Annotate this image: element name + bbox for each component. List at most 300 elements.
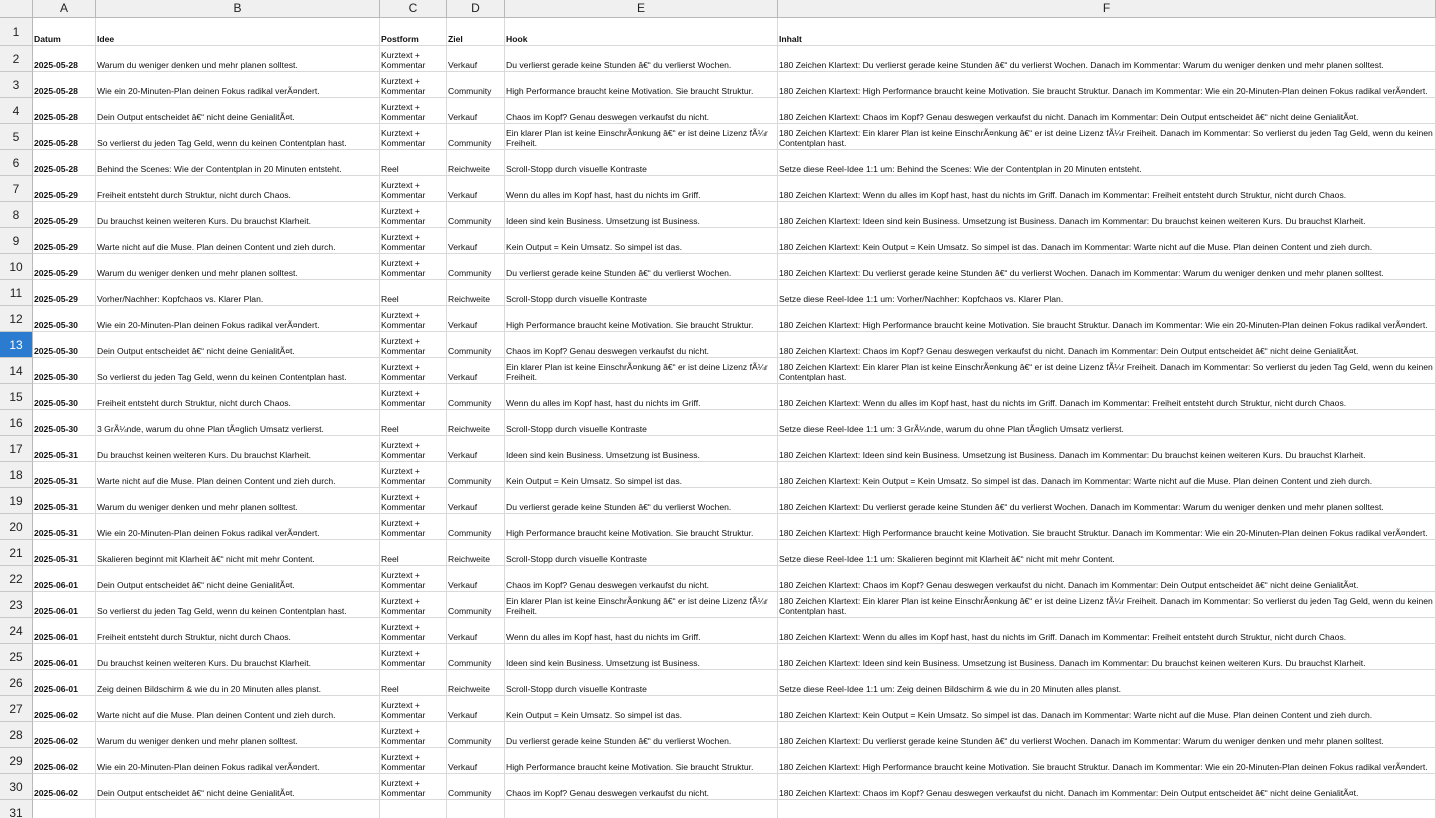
column-header-f[interactable]: F — [778, 0, 1436, 18]
cell-datum[interactable] — [33, 150, 96, 176]
cell-inhalt[interactable] — [778, 566, 1436, 592]
cell-ziel[interactable] — [447, 670, 505, 696]
cell-hook[interactable] — [505, 748, 778, 774]
cell-value-postform: Kurztext + Kommentar — [381, 232, 426, 252]
cell-datum[interactable] — [33, 46, 96, 72]
cell-datum[interactable] — [33, 800, 96, 818]
cell-value-ziel: Verkauf — [448, 502, 478, 512]
cell-inhalt[interactable] — [778, 202, 1436, 228]
cell-inhalt[interactable] — [778, 306, 1436, 332]
cell-hook[interactable] — [505, 176, 778, 202]
cell-idee[interactable] — [96, 384, 380, 410]
cell-value-ziel: Reichweite — [448, 164, 491, 174]
header-label-hook: Hook — [506, 34, 528, 44]
cell-hook[interactable] — [505, 722, 778, 748]
cell-ziel[interactable] — [447, 566, 505, 592]
cell-hook[interactable] — [505, 254, 778, 280]
row-header-23[interactable]: 23 — [0, 592, 33, 618]
cell-inhalt[interactable] — [778, 228, 1436, 254]
cell-value-datum: 2025-06-02 — [34, 762, 78, 772]
cell-value-inhalt: 180 Zeichen Klartext: Ein klarer Plan ist keine EinschrÃ¤nkung â€“ er ist deine Lizenz fÃ¼r Freiheit. Danach im Kommentar: So verlierst du jeden Tag Geld, wenn du keinen Contentplan hast. — [779, 128, 1436, 148]
cell-datum[interactable] — [33, 722, 96, 748]
cell-datum[interactable] — [33, 124, 96, 150]
cell-datum[interactable] — [33, 462, 96, 488]
cell-postform[interactable] — [380, 124, 447, 150]
cell-ziel[interactable] — [447, 748, 505, 774]
cell-datum[interactable] — [33, 176, 96, 202]
row-header-19[interactable]: 19 — [0, 488, 33, 514]
cell-idee[interactable] — [96, 202, 380, 228]
cell-inhalt[interactable] — [778, 332, 1436, 358]
cell-datum[interactable] — [33, 540, 96, 566]
cell-hook[interactable] — [505, 514, 778, 540]
cell-idee[interactable] — [96, 280, 380, 306]
cell-idee[interactable] — [96, 228, 380, 254]
column-header-c[interactable]: C — [380, 0, 447, 18]
cell-value-datum: 2025-05-31 — [34, 528, 78, 538]
cell-postform[interactable] — [380, 592, 447, 618]
cell-value-inhalt: 180 Zeichen Klartext: Du verlierst gerade keine Stunden â€“ du verlierst Wochen. Danach im Kommentar: Warum du weniger denken und mehr planen solltest. — [779, 60, 1384, 70]
cell-value-idee: Freiheit entsteht durch Struktur, nicht durch Chaos. — [97, 398, 291, 408]
cell-inhalt[interactable] — [778, 384, 1436, 410]
cell-value-idee: Zeig deinen Bildschirm & wie du in 20 Minuten alles planst. — [97, 684, 322, 694]
cell-value-postform: Reel — [381, 684, 399, 694]
cell-value-hook: Ein klarer Plan ist keine EinschrÃ¤nkung â€“ er ist deine Lizenz fÃ¼r Freiheit. — [506, 596, 771, 616]
cell-idee[interactable] — [96, 254, 380, 280]
cell-value-datum: 2025-06-02 — [34, 788, 78, 798]
cell-value-hook: Wenn du alles im Kopf hast, hast du nichts im Griff. — [506, 398, 701, 408]
header-cell-datum[interactable] — [33, 18, 96, 46]
row-header-13[interactable]: 13 — [0, 332, 33, 358]
cell-value-datum: 2025-06-01 — [34, 580, 78, 590]
cell-value-postform: Kurztext + Kommentar — [381, 726, 426, 746]
cell-hook[interactable] — [505, 540, 778, 566]
cell-hook[interactable] — [505, 592, 778, 618]
cell-idee[interactable] — [96, 410, 380, 436]
cell-ziel[interactable] — [447, 618, 505, 644]
cell-hook[interactable] — [505, 332, 778, 358]
row-header-28[interactable]: 28 — [0, 722, 33, 748]
cell-value-datum: 2025-05-29 — [34, 216, 78, 226]
cell-hook[interactable] — [505, 566, 778, 592]
cell-value-postform: Kurztext + Kommentar — [381, 102, 426, 122]
cell-datum[interactable] — [33, 228, 96, 254]
cell-ziel[interactable] — [447, 644, 505, 670]
cell-hook[interactable] — [505, 384, 778, 410]
cell-postform[interactable] — [380, 800, 447, 818]
cell-postform[interactable] — [380, 618, 447, 644]
row-header-21[interactable]: 21 — [0, 540, 33, 566]
cell-ziel[interactable] — [447, 176, 505, 202]
cell-value-idee: Vorher/Nachher: Kopfchaos vs. Klarer Plan. — [97, 294, 264, 304]
cell-value-postform: Reel — [381, 424, 399, 434]
row-header-12[interactable]: 12 — [0, 306, 33, 332]
cell-value-idee: Warte nicht auf die Muse. Plan deinen Content und zieh durch. — [97, 476, 336, 486]
cell-inhalt[interactable] — [778, 748, 1436, 774]
cell-value-ziel: Verkauf — [448, 242, 478, 252]
cell-value-idee: Warum du weniger denken und mehr planen solltest. — [97, 268, 298, 278]
header-cell-hook[interactable] — [505, 18, 778, 46]
cell-datum[interactable] — [33, 774, 96, 800]
cell-value-inhalt: Setze diese Reel-Idee 1:1 um: Behind the Scenes: Wie der Contentplan in 20 Minuten entsteht. — [779, 164, 1142, 174]
row-header-7[interactable]: 7 — [0, 176, 33, 202]
cell-value-postform: Kurztext + Kommentar — [381, 440, 426, 460]
row-header-1[interactable]: 1 — [0, 18, 33, 46]
cell-hook[interactable] — [505, 150, 778, 176]
cell-value-postform: Kurztext + Kommentar — [381, 700, 426, 720]
cell-postform[interactable] — [380, 358, 447, 384]
row-header-6[interactable]: 6 — [0, 150, 33, 176]
cell-value-hook: Du verlierst gerade keine Stunden â€“ du verlierst Wochen. — [506, 502, 732, 512]
cell-idee[interactable] — [96, 592, 380, 618]
cell-datum[interactable] — [33, 384, 96, 410]
row-header-30[interactable]: 30 — [0, 774, 33, 800]
cell-inhalt[interactable] — [778, 800, 1436, 818]
cell-datum[interactable] — [33, 280, 96, 306]
cell-value-datum: 2025-05-29 — [34, 294, 78, 304]
column-header-b[interactable]: B — [96, 0, 380, 18]
row-header-4[interactable]: 4 — [0, 98, 33, 124]
cell-idee[interactable] — [96, 150, 380, 176]
cell-hook[interactable] — [505, 488, 778, 514]
cell-inhalt[interactable] — [778, 410, 1436, 436]
cell-postform[interactable] — [380, 228, 447, 254]
cell-datum[interactable] — [33, 618, 96, 644]
cell-inhalt[interactable] — [778, 124, 1436, 150]
cell-idee[interactable] — [96, 748, 380, 774]
cell-hook[interactable] — [505, 670, 778, 696]
cell-inhalt[interactable] — [778, 722, 1436, 748]
cell-hook[interactable] — [505, 46, 778, 72]
cell-datum[interactable] — [33, 410, 96, 436]
cell-postform[interactable] — [380, 98, 447, 124]
cell-datum[interactable] — [33, 670, 96, 696]
cell-postform[interactable] — [380, 202, 447, 228]
row-header-18[interactable]: 18 — [0, 462, 33, 488]
cell-hook[interactable] — [505, 358, 778, 384]
cell-inhalt[interactable] — [778, 150, 1436, 176]
cell-hook[interactable] — [505, 280, 778, 306]
cell-value-ziel: Verkauf — [448, 112, 478, 122]
cell-value-datum: 2025-05-31 — [34, 450, 78, 460]
cell-idee[interactable] — [96, 722, 380, 748]
cell-ziel[interactable] — [447, 46, 505, 72]
cell-ziel[interactable] — [447, 540, 505, 566]
cell-datum[interactable] — [33, 514, 96, 540]
cell-value-inhalt: 180 Zeichen Klartext: Kein Output = Kein Umsatz. So simpel ist das. Danach im Kommentar: Warte nicht auf die Muse. Plan deinen Content und zieh durch. — [779, 242, 1373, 252]
cell-postform[interactable] — [380, 644, 447, 670]
cell-value-inhalt: 180 Zeichen Klartext: Kein Output = Kein Umsatz. So simpel ist das. Danach im Kommentar: Warte nicht auf die Muse. Plan deinen Content und zieh durch. — [779, 476, 1373, 486]
cell-value-datum: 2025-06-01 — [34, 658, 78, 668]
cell-datum[interactable] — [33, 488, 96, 514]
row-header-3[interactable]: 3 — [0, 72, 33, 98]
cell-ziel[interactable] — [447, 462, 505, 488]
cell-idee[interactable] — [96, 98, 380, 124]
cell-value-idee: Du brauchst keinen weiteren Kurs. Du brauchst Klarheit. — [97, 450, 311, 460]
header-label-inhalt: Inhalt — [779, 34, 802, 44]
cell-hook[interactable] — [505, 72, 778, 98]
row-header-29[interactable]: 29 — [0, 748, 33, 774]
cell-postform[interactable] — [380, 566, 447, 592]
cell-datum[interactable] — [33, 332, 96, 358]
cell-ziel[interactable] — [447, 228, 505, 254]
cell-inhalt[interactable] — [778, 254, 1436, 280]
cell-value-ziel: Verkauf — [448, 710, 478, 720]
cell-hook[interactable] — [505, 124, 778, 150]
cell-hook[interactable] — [505, 618, 778, 644]
cell-idee[interactable] — [96, 670, 380, 696]
cell-postform[interactable] — [380, 462, 447, 488]
cell-value-datum: 2025-05-29 — [34, 268, 78, 278]
cell-value-hook: Kein Output = Kein Umsatz. So simpel ist das. — [506, 476, 683, 486]
cell-idee[interactable] — [96, 332, 380, 358]
cell-datum[interactable] — [33, 306, 96, 332]
cell-value-hook: Du verlierst gerade keine Stunden â€“ du verlierst Wochen. — [506, 60, 732, 70]
cell-datum[interactable] — [33, 644, 96, 670]
cell-idee[interactable] — [96, 306, 380, 332]
cell-hook[interactable] — [505, 228, 778, 254]
cell-value-hook: Scroll-Stopp durch visuelle Kontraste — [506, 684, 647, 694]
cell-value-hook: Wenn du alles im Kopf hast, hast du nichts im Griff. — [506, 190, 701, 200]
cell-ziel[interactable] — [447, 410, 505, 436]
cell-value-inhalt: 180 Zeichen Klartext: Wenn du alles im Kopf hast, hast du nichts im Griff. Danach im Kommentar: Freiheit entsteht durch Struktur, nicht durch Chaos. — [779, 190, 1347, 200]
cell-postform[interactable] — [380, 384, 447, 410]
cell-idee[interactable] — [96, 72, 380, 98]
cell-value-ziel: Verkauf — [448, 372, 478, 382]
cell-value-inhalt: 180 Zeichen Klartext: Ideen sind kein Business. Umsetzung ist Business. Danach im Kommentar: Du brauchst keinen weiteren Kurs. Du brauchst Klarheit. — [779, 658, 1366, 668]
cell-ziel[interactable] — [447, 774, 505, 800]
cell-ziel[interactable] — [447, 98, 505, 124]
cell-inhalt[interactable] — [778, 592, 1436, 618]
cell-inhalt[interactable] — [778, 488, 1436, 514]
cell-ziel[interactable] — [447, 280, 505, 306]
cell-value-hook: Scroll-Stopp durch visuelle Kontraste — [506, 294, 647, 304]
row-header-24[interactable]: 24 — [0, 618, 33, 644]
cell-value-datum: 2025-05-28 — [34, 112, 78, 122]
cell-value-inhalt: 180 Zeichen Klartext: Du verlierst gerade keine Stunden â€“ du verlierst Wochen. Danach im Kommentar: Warum du weniger denken und mehr planen solltest. — [779, 502, 1384, 512]
cell-hook[interactable] — [505, 202, 778, 228]
cell-datum[interactable] — [33, 202, 96, 228]
cell-hook[interactable] — [505, 98, 778, 124]
cell-datum[interactable] — [33, 358, 96, 384]
cell-inhalt[interactable] — [778, 436, 1436, 462]
cell-value-datum: 2025-05-28 — [34, 138, 78, 148]
cell-inhalt[interactable] — [778, 98, 1436, 124]
cell-value-inhalt: 180 Zeichen Klartext: Wenn du alles im Kopf hast, hast du nichts im Griff. Danach im Kommentar: Freiheit entsteht durch Struktur, nicht durch Chaos. — [779, 632, 1347, 642]
cell-value-hook: Ein klarer Plan ist keine EinschrÃ¤nkung â€“ er ist deine Lizenz fÃ¼r Freiheit. — [506, 128, 771, 148]
cell-ziel[interactable] — [447, 696, 505, 722]
cell-inhalt[interactable] — [778, 540, 1436, 566]
cell-postform[interactable] — [380, 254, 447, 280]
cell-inhalt[interactable] — [778, 46, 1436, 72]
cell-postform[interactable] — [380, 176, 447, 202]
cell-postform[interactable] — [380, 306, 447, 332]
cell-hook[interactable] — [505, 410, 778, 436]
cell-inhalt[interactable] — [778, 280, 1436, 306]
cell-ziel[interactable] — [447, 150, 505, 176]
cell-value-ziel: Verkauf — [448, 632, 478, 642]
cell-ziel[interactable] — [447, 436, 505, 462]
cell-value-idee: Du brauchst keinen weiteren Kurs. Du brauchst Klarheit. — [97, 658, 311, 668]
cell-inhalt[interactable] — [778, 72, 1436, 98]
cell-value-inhalt: Setze diese Reel-Idee 1:1 um: Vorher/Nachher: Kopfchaos vs. Klarer Plan. — [779, 294, 1064, 304]
header-cell-ziel[interactable] — [447, 18, 505, 46]
row-header-11[interactable]: 11 — [0, 280, 33, 306]
cell-datum[interactable] — [33, 696, 96, 722]
row-header-17[interactable]: 17 — [0, 436, 33, 462]
cell-inhalt[interactable] — [778, 696, 1436, 722]
row-header-16[interactable]: 16 — [0, 410, 33, 436]
cell-datum[interactable] — [33, 748, 96, 774]
cell-ziel[interactable] — [447, 800, 505, 818]
cell-value-ziel: Community — [448, 398, 492, 408]
cell-idee[interactable] — [96, 358, 380, 384]
cell-value-datum: 2025-06-01 — [34, 632, 78, 642]
cell-value-inhalt: 180 Zeichen Klartext: Kein Output = Kein Umsatz. So simpel ist das. Danach im Kommentar: Warte nicht auf die Muse. Plan deinen Content und zieh durch. — [779, 710, 1373, 720]
cell-datum[interactable] — [33, 566, 96, 592]
row-header-31[interactable]: 31 — [0, 800, 33, 818]
row-header-26[interactable]: 26 — [0, 670, 33, 696]
cell-postform[interactable] — [380, 46, 447, 72]
cell-value-ziel: Community — [448, 346, 492, 356]
cell-postform[interactable] — [380, 72, 447, 98]
cell-ziel[interactable] — [447, 124, 505, 150]
cell-hook[interactable] — [505, 696, 778, 722]
cell-value-idee: Warum du weniger denken und mehr planen solltest. — [97, 736, 298, 746]
header-label-postform: Postform — [381, 34, 419, 44]
cell-value-postform: Kurztext + Kommentar — [381, 50, 426, 70]
row-header-2[interactable]: 2 — [0, 46, 33, 72]
header-cell-postform[interactable] — [380, 18, 447, 46]
column-header-a[interactable]: A — [33, 0, 96, 18]
row-header-27[interactable]: 27 — [0, 696, 33, 722]
cell-postform[interactable] — [380, 410, 447, 436]
row-header-20[interactable]: 20 — [0, 514, 33, 540]
cell-idee[interactable] — [96, 774, 380, 800]
row-header-14[interactable]: 14 — [0, 358, 33, 384]
cell-idee[interactable] — [96, 696, 380, 722]
cell-postform[interactable] — [380, 696, 447, 722]
cell-value-ziel: Verkauf — [448, 320, 478, 330]
cell-inhalt[interactable] — [778, 176, 1436, 202]
cell-ziel[interactable] — [447, 358, 505, 384]
select-all-corner[interactable] — [0, 0, 33, 18]
cell-value-hook: Du verlierst gerade keine Stunden â€“ du verlierst Wochen. — [506, 736, 732, 746]
cell-postform[interactable] — [380, 540, 447, 566]
cell-ziel[interactable] — [447, 306, 505, 332]
cell-idee[interactable] — [96, 644, 380, 670]
cell-idee[interactable] — [96, 514, 380, 540]
cell-idee[interactable] — [96, 436, 380, 462]
cell-hook[interactable] — [505, 644, 778, 670]
row-header-5[interactable]: 5 — [0, 124, 33, 150]
cell-ziel[interactable] — [447, 722, 505, 748]
cell-inhalt[interactable] — [778, 670, 1436, 696]
cell-ziel[interactable] — [447, 514, 505, 540]
cell-idee[interactable] — [96, 488, 380, 514]
row-header-22[interactable]: 22 — [0, 566, 33, 592]
cell-idee[interactable] — [96, 800, 380, 818]
cell-ziel[interactable] — [447, 72, 505, 98]
cell-value-inhalt: 180 Zeichen Klartext: Ideen sind kein Business. Umsetzung ist Business. Danach im Kommentar: Du brauchst keinen weiteren Kurs. Du brauchst Klarheit. — [779, 216, 1366, 226]
cell-idee[interactable] — [96, 540, 380, 566]
cell-value-hook: High Performance braucht keine Motivation. Sie braucht Struktur. — [506, 86, 754, 96]
row-header-15[interactable]: 15 — [0, 384, 33, 410]
cell-idee[interactable] — [96, 124, 380, 150]
cell-hook[interactable] — [505, 306, 778, 332]
cell-postform[interactable] — [380, 748, 447, 774]
cell-postform[interactable] — [380, 436, 447, 462]
cell-hook[interactable] — [505, 800, 778, 818]
cell-ziel[interactable] — [447, 202, 505, 228]
column-header-d[interactable]: D — [447, 0, 505, 18]
cell-datum[interactable] — [33, 72, 96, 98]
cell-postform[interactable] — [380, 514, 447, 540]
cell-datum[interactable] — [33, 98, 96, 124]
cell-postform[interactable] — [380, 280, 447, 306]
cell-inhalt[interactable] — [778, 618, 1436, 644]
cell-hook[interactable] — [505, 774, 778, 800]
cell-inhalt[interactable] — [778, 514, 1436, 540]
row-header-9[interactable]: 9 — [0, 228, 33, 254]
cell-idee[interactable] — [96, 46, 380, 72]
cell-value-postform: Kurztext + Kommentar — [381, 336, 426, 356]
cell-postform[interactable] — [380, 332, 447, 358]
column-header-e[interactable]: E — [505, 0, 778, 18]
cell-hook[interactable] — [505, 462, 778, 488]
cell-ziel[interactable] — [447, 332, 505, 358]
cell-inhalt[interactable] — [778, 774, 1436, 800]
row-header-10[interactable]: 10 — [0, 254, 33, 280]
cell-ziel[interactable] — [447, 488, 505, 514]
cell-value-hook: High Performance braucht keine Motivation. Sie braucht Struktur. — [506, 320, 754, 330]
cell-postform[interactable] — [380, 774, 447, 800]
cell-inhalt[interactable] — [778, 462, 1436, 488]
cell-datum[interactable] — [33, 592, 96, 618]
cell-value-idee: Behind the Scenes: Wie der Contentplan in 20 Minuten entsteht. — [97, 164, 342, 174]
header-cell-idee[interactable] — [96, 18, 380, 46]
cell-idee[interactable] — [96, 566, 380, 592]
cell-postform[interactable] — [380, 488, 447, 514]
cell-idee[interactable] — [96, 176, 380, 202]
cell-value-inhalt: 180 Zeichen Klartext: Du verlierst gerade keine Stunden â€“ du verlierst Wochen. Danach im Kommentar: Warum du weniger denken und mehr planen solltest. — [779, 268, 1384, 278]
cell-value-inhalt: 180 Zeichen Klartext: Wenn du alles im Kopf hast, hast du nichts im Griff. Danach im Kommentar: Freiheit entsteht durch Struktur, nicht durch Chaos. — [779, 398, 1347, 408]
cell-ziel[interactable] — [447, 384, 505, 410]
row-header-8[interactable]: 8 — [0, 202, 33, 228]
cell-value-idee: Warum du weniger denken und mehr planen solltest. — [97, 502, 298, 512]
cell-postform[interactable] — [380, 150, 447, 176]
cell-value-hook: Chaos im Kopf? Genau deswegen verkaufst du nicht. — [506, 580, 710, 590]
cell-inhalt[interactable] — [778, 644, 1436, 670]
cell-value-inhalt: 180 Zeichen Klartext: High Performance braucht keine Motivation. Sie braucht Struktur. Danach im Kommentar: Wie ein 20-Minuten-Plan deinen Fokus radikal verÃ¤ndert. — [779, 320, 1428, 330]
cell-idee[interactable] — [96, 618, 380, 644]
cell-value-hook: High Performance braucht keine Motivation. Sie braucht Struktur. — [506, 762, 754, 772]
cell-ziel[interactable] — [447, 592, 505, 618]
cell-inhalt[interactable] — [778, 358, 1436, 384]
cell-datum[interactable] — [33, 436, 96, 462]
cell-idee[interactable] — [96, 462, 380, 488]
cell-postform[interactable] — [380, 722, 447, 748]
row-header-25[interactable]: 25 — [0, 644, 33, 670]
cell-hook[interactable] — [505, 436, 778, 462]
cell-datum[interactable] — [33, 254, 96, 280]
cell-value-datum: 2025-05-29 — [34, 190, 78, 200]
header-cell-inhalt[interactable] — [778, 18, 1436, 46]
cell-value-idee: Dein Output entscheidet â€“ nicht deine GenialitÃ¤t. — [97, 112, 295, 122]
cell-ziel[interactable] — [447, 254, 505, 280]
cell-postform[interactable] — [380, 670, 447, 696]
cell-value-ziel: Community — [448, 606, 492, 616]
